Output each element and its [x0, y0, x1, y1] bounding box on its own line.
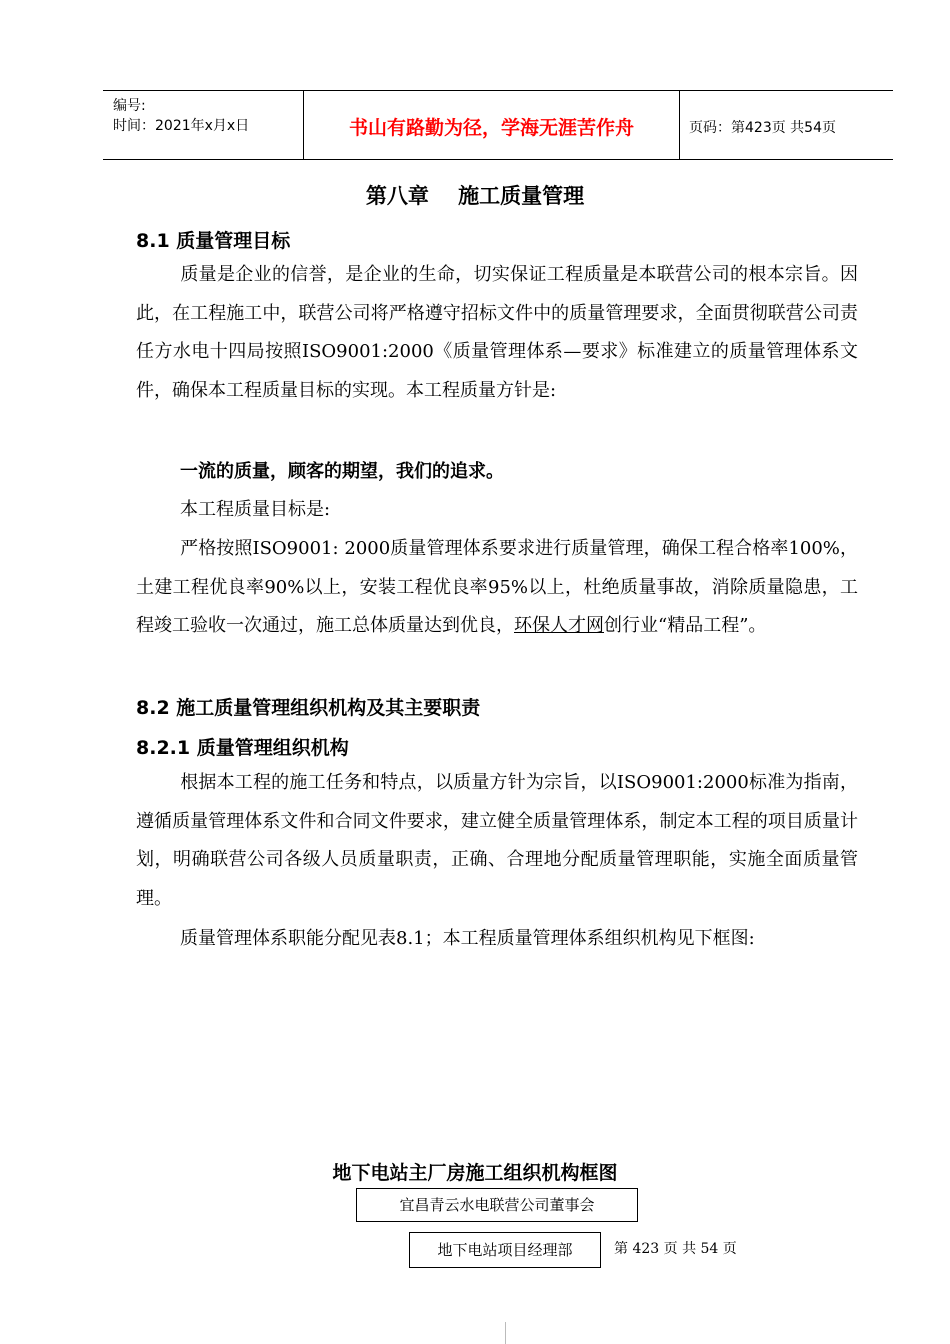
- org-box-project-dept: 地下电站项目经理部: [409, 1232, 601, 1268]
- section-8-2-paragraph-1-text: 根据本工程的施工任务和特点，以质量方针为宗旨，以ISO9001:2000标准为指南，遵循质量管理体系文件和合同文件要求，建立健全质量管理体系，制定本工程的项目质量计划，明确联营公司各级人员质量职责，正确、合理地分配质量管理职能，实施全面质量管理。: [136, 772, 858, 909]
- section-8-1-paragraph-3: [136, 530, 858, 646]
- connector-line: [505, 1322, 506, 1344]
- page-code: 页码：第423页 共54页: [689, 120, 836, 136]
- section-8-2-paragraph-2: [136, 920, 858, 959]
- section-8-1-paragraph-3-tail: 创行业“精品工程”。: [604, 615, 767, 637]
- talent-network-link[interactable]: 环保人才网: [514, 615, 604, 637]
- section-8-2-1-heading: 8.2.1 质量管理组织机构: [136, 737, 349, 759]
- header-left-cell: [103, 91, 303, 159]
- chapter-title: 第八章 施工质量管理: [365, 184, 585, 208]
- section-8-2-paragraph-2-text: 质量管理体系职能分配见表8.1；本工程质量管理体系组织机构见下框图:: [180, 928, 755, 949]
- quality-policy: 一流的质量，顾客的期望，我们的追求。: [180, 461, 504, 482]
- header-motto-cell: [303, 91, 680, 159]
- target-intro: [136, 491, 858, 530]
- time-label: 时间：2021年x月x日: [113, 118, 250, 134]
- document-header: [103, 90, 893, 160]
- org-box-board: 宜昌青云水电联营公司董事会: [356, 1188, 638, 1222]
- section-8-1-paragraph-1: [136, 256, 858, 410]
- number-label: 编号:: [113, 98, 146, 114]
- section-8-2-heading: 8.2 施工质量管理组织机构及其主要职责: [136, 697, 481, 719]
- section-8-1-paragraph-1-text: 质量是企业的信誉，是企业的生命，切实保证工程质量是本联营公司的根本宗旨。因此，在工程施工中，联营公司将严格遵守招标文件中的质量管理要求，全面贯彻联营公司责任方水电十四局按照ISO9001:2000《质量管理体系—要求》标准建立的质量管理体系文件，确保本工程质量目标的实现。本工程质量方针是:: [136, 264, 858, 401]
- org-chart-title: 地下电站主厂房施工组织机构框图: [332, 1162, 618, 1184]
- target-intro-text: 本工程质量目标是:: [180, 499, 331, 520]
- section-8-2-paragraph-1: [136, 764, 858, 918]
- section-8-1-heading: 8.1 质量管理目标: [136, 230, 291, 252]
- footer-page-number: 第 423 页 共 54 页: [614, 1241, 737, 1257]
- section-8-1-paragraph-3-text: 严格按照ISO9001: 2000质量管理体系要求进行质量管理，确保工程合格率100%，土建工程优良率90%以上，安装工程优良率95%以上，杜绝质量事故，消除质量隐患，工程竣工验收一次通过，施工总体质量达到优良，: [136, 538, 858, 637]
- motto-text: 书山有路勤为径，学海无涯苦作舟: [348, 117, 634, 139]
- header-right-cell: [679, 91, 893, 159]
